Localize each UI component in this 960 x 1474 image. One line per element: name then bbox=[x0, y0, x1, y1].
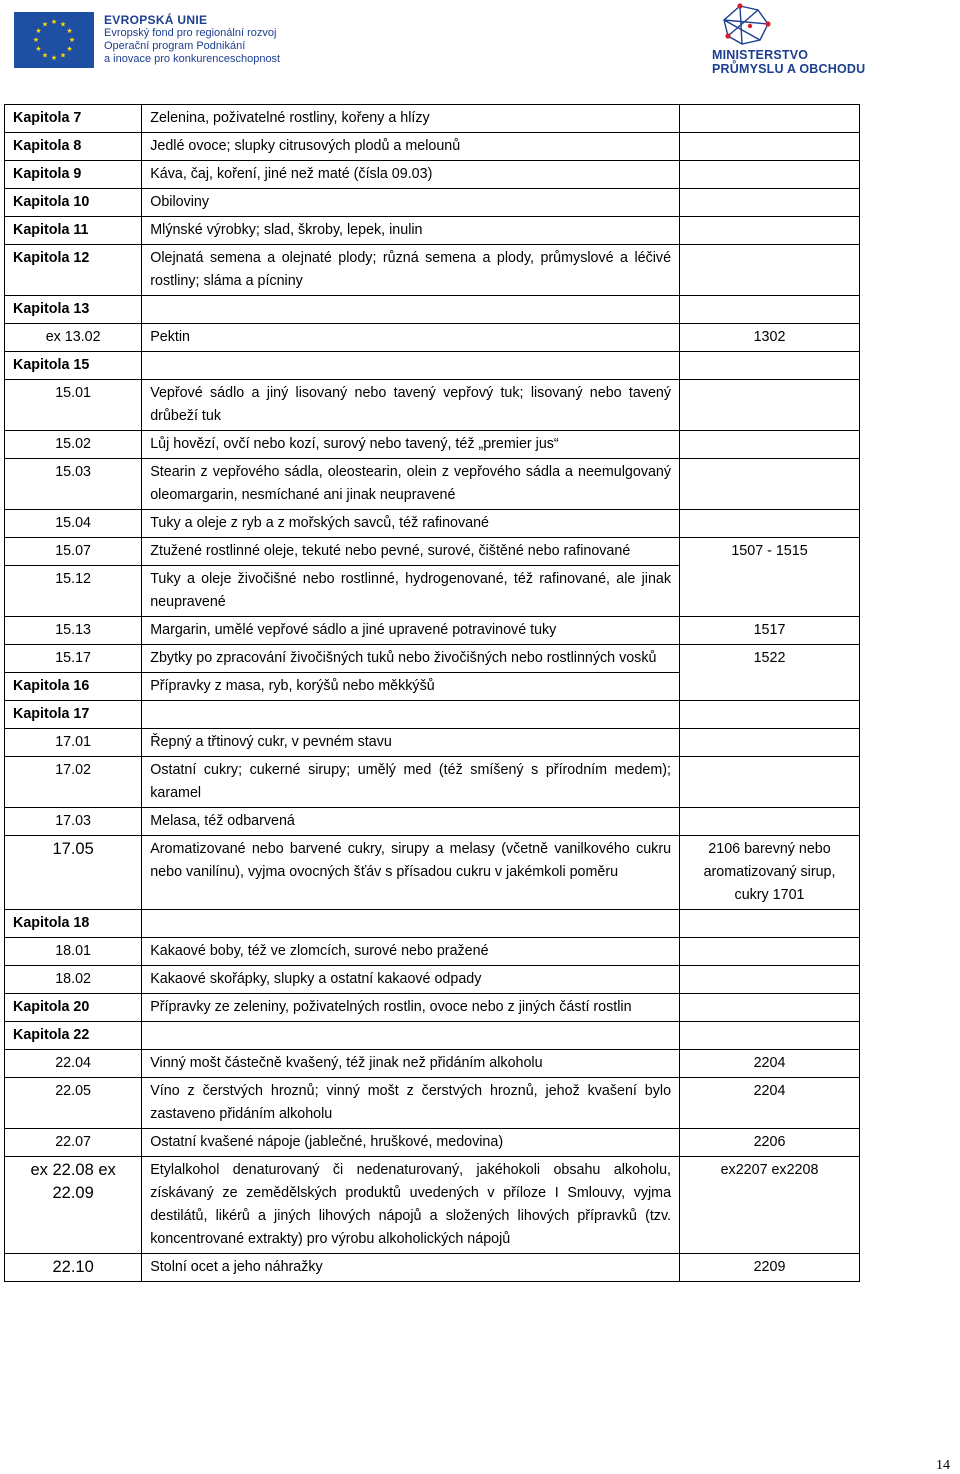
table-row bbox=[5, 1157, 860, 1254]
table-row bbox=[5, 836, 860, 910]
table-row bbox=[5, 757, 860, 808]
item-description: Ostatní kvašené nápoje (jablečné, hruškové, medovina) bbox=[142, 1129, 680, 1157]
item-description: Ostatní cukry; cukerné sirupy; umělý med (též smíšený s přírodním medem); karamel bbox=[142, 757, 680, 808]
item-description: Tuky a oleje z ryb a z mořských savců, též rafinované bbox=[142, 510, 680, 538]
item-description: Mlýnské výrobky; slad, škroby, lepek, inulin bbox=[142, 217, 680, 245]
chapter-code: 17.05 bbox=[5, 836, 142, 910]
chapter-code: Kapitola 13 bbox=[5, 296, 142, 324]
eu-line: Evropský fond pro regionální rozvoj bbox=[104, 27, 277, 39]
chapter-code: ex 13.02 bbox=[5, 324, 142, 352]
item-description bbox=[142, 352, 680, 380]
item-description: Jedlé ovoce; slupky citrusových plodů a melounů bbox=[142, 133, 680, 161]
chapter-code: 17.01 bbox=[5, 729, 142, 757]
table-row bbox=[5, 938, 860, 966]
table-row bbox=[5, 352, 860, 380]
svg-text:★: ★ bbox=[41, 20, 49, 29]
chapter-code: 15.07 bbox=[5, 538, 142, 566]
table-row bbox=[5, 431, 860, 459]
eu-program-text bbox=[104, 14, 280, 66]
tariff-reference bbox=[680, 380, 860, 431]
svg-text:★: ★ bbox=[59, 20, 67, 29]
tariff-reference: 2206 bbox=[680, 1129, 860, 1157]
table-row bbox=[5, 296, 860, 324]
tariff-reference: 1507 - 1515 bbox=[680, 538, 860, 617]
chapter-code: 22.10 bbox=[5, 1254, 142, 1282]
table-row bbox=[5, 133, 860, 161]
table-row bbox=[5, 1050, 860, 1078]
item-description: Obiloviny bbox=[142, 189, 680, 217]
svg-text:★: ★ bbox=[66, 27, 73, 35]
tariff-reference: 2204 bbox=[680, 1050, 860, 1078]
svg-text:★: ★ bbox=[35, 27, 42, 35]
svg-text:★: ★ bbox=[66, 45, 73, 53]
table-row bbox=[5, 105, 860, 133]
tariff-table bbox=[4, 104, 860, 1282]
item-description: Lůj hovězí, ovčí nebo kozí, surový nebo tavený, též „premier jus“ bbox=[142, 431, 680, 459]
chapter-code: Kapitola 22 bbox=[5, 1022, 142, 1050]
tariff-reference bbox=[680, 217, 860, 245]
ministry-line-1: MINISTERSTVO bbox=[712, 48, 809, 62]
chapter-code: Kapitola 20 bbox=[5, 994, 142, 1022]
chapter-code: Kapitola 15 bbox=[5, 352, 142, 380]
tariff-reference bbox=[680, 189, 860, 217]
tariff-reference: ex2207 ex2208 bbox=[680, 1157, 860, 1254]
tariff-reference bbox=[680, 966, 860, 994]
chapter-code: 18.01 bbox=[5, 938, 142, 966]
tariff-reference bbox=[680, 729, 860, 757]
table-row bbox=[5, 538, 860, 566]
chapter-code: 22.04 bbox=[5, 1050, 142, 1078]
table-row bbox=[5, 161, 860, 189]
item-description: Olejnatá semena a olejnaté plody; různá semena a plody, průmyslové a léčivé rostliny; sláma a pícniny bbox=[142, 245, 680, 296]
eu-flag-icon bbox=[14, 12, 94, 68]
page-number: 14 bbox=[936, 1458, 950, 1473]
svg-text:★: ★ bbox=[50, 54, 58, 62]
item-description: Tuky a oleje živočišné nebo rostlinné, hydrogenované, též rafinované, ale jinak neupravené bbox=[142, 566, 680, 617]
chapter-code: Kapitola 11 bbox=[5, 217, 142, 245]
chapter-code: Kapitola 16 bbox=[5, 673, 142, 701]
tariff-reference bbox=[680, 296, 860, 324]
table-row bbox=[5, 617, 860, 645]
chapter-code: Kapitola 12 bbox=[5, 245, 142, 296]
chapter-code: ex 22.08 ex 22.09 bbox=[5, 1157, 142, 1254]
table-row bbox=[5, 380, 860, 431]
item-description bbox=[142, 701, 680, 729]
item-description: Přípravky z masa, ryb, korýšů nebo měkkýšů bbox=[142, 673, 680, 701]
svg-text:★: ★ bbox=[32, 36, 40, 44]
page-header bbox=[0, 0, 960, 90]
tariff-reference bbox=[680, 938, 860, 966]
table-row bbox=[5, 189, 860, 217]
table-row bbox=[5, 217, 860, 245]
eu-line: a inovace pro konkurenceschopnost bbox=[104, 53, 281, 65]
table-row bbox=[5, 459, 860, 510]
item-description: Vepřové sádlo a jiný lisovaný nebo tavený vepřový tuk; lisovaný nebo tavený drůbeží tuk bbox=[142, 380, 680, 431]
tariff-reference bbox=[680, 161, 860, 189]
table-row bbox=[5, 808, 860, 836]
item-description: Zbytky po zpracování živočišných tuků nebo živočišných nebo rostlinných vosků bbox=[142, 645, 680, 673]
tariff-reference bbox=[680, 1022, 860, 1050]
eu-title: EVROPSKÁ UNIE bbox=[104, 13, 208, 27]
chapter-code: 15.17 bbox=[5, 645, 142, 673]
table-row bbox=[5, 510, 860, 538]
item-description: Káva, čaj, koření, jiné než maté (čísla 09.03) bbox=[142, 161, 680, 189]
item-description: Pektin bbox=[142, 324, 680, 352]
table-row bbox=[5, 1022, 860, 1050]
chapter-code: Kapitola 18 bbox=[5, 910, 142, 938]
chapter-code: 22.05 bbox=[5, 1078, 142, 1129]
item-description: Kakaové skořápky, slupky a ostatní kakaové odpady bbox=[142, 966, 680, 994]
tariff-reference bbox=[680, 510, 860, 538]
chapter-code: 22.07 bbox=[5, 1129, 142, 1157]
svg-text:★: ★ bbox=[59, 51, 67, 60]
tariff-reference bbox=[680, 105, 860, 133]
item-description bbox=[142, 1022, 680, 1050]
tariff-reference: 1522 bbox=[680, 645, 860, 701]
chapter-code: Kapitola 9 bbox=[5, 161, 142, 189]
ministry-line-2: PRŮMYSLU A OBCHODU bbox=[712, 62, 866, 76]
tariff-reference bbox=[680, 431, 860, 459]
item-description: Melasa, též odbarvená bbox=[142, 808, 680, 836]
item-description bbox=[142, 296, 680, 324]
chapter-code: Kapitola 10 bbox=[5, 189, 142, 217]
table-row bbox=[5, 729, 860, 757]
item-description: Řepný a třtinový cukr, v pevném stavu bbox=[142, 729, 680, 757]
table-row bbox=[5, 245, 860, 296]
item-description: Ztužené rostlinné oleje, tekuté nebo pevné, surové, čištěné nebo rafinované bbox=[142, 538, 680, 566]
item-description: Zelenina, poživatelné rostliny, kořeny a hlízy bbox=[142, 105, 680, 133]
chapter-code: 18.02 bbox=[5, 966, 142, 994]
chapter-code: 17.02 bbox=[5, 757, 142, 808]
item-description: Stearin z vepřového sádla, oleostearin, olein z vepřového sádla a neemulgovaný oleomargarin, nesmíchané ani jinak neupravené bbox=[142, 459, 680, 510]
tariff-reference bbox=[680, 701, 860, 729]
tariff-reference bbox=[680, 757, 860, 808]
tariff-reference bbox=[680, 133, 860, 161]
table-row bbox=[5, 1129, 860, 1157]
item-description: Přípravky ze zeleniny, poživatelných rostlin, ovoce nebo z jiných částí rostlin bbox=[142, 994, 680, 1022]
table-row bbox=[5, 1254, 860, 1282]
table-row bbox=[5, 910, 860, 938]
chapter-code: 15.13 bbox=[5, 617, 142, 645]
table-row bbox=[5, 1078, 860, 1129]
tariff-reference bbox=[680, 910, 860, 938]
tariff-reference: 2209 bbox=[680, 1254, 860, 1282]
item-description: Vinný mošt částečně kvašený, též jinak než přidáním alkoholu bbox=[142, 1050, 680, 1078]
svg-text:★: ★ bbox=[35, 45, 42, 53]
chapter-code: 15.02 bbox=[5, 431, 142, 459]
chapter-code: Kapitola 17 bbox=[5, 701, 142, 729]
tariff-reference: 1517 bbox=[680, 617, 860, 645]
item-description: Etylalkohol denaturovaný či nedenaturovaný, jakéhokoli obsahu alkoholu, získávaný ze zemědělských produktů uvedených v příloze I Smlouvy, vyjma destilátů, likérů a jiných lihových nápojů a složených lihových přípravků (tzv. koncentrované extrakty) pro výrobu alkoholických nápojů bbox=[142, 1157, 680, 1254]
tariff-reference: 2204 bbox=[680, 1078, 860, 1129]
item-description: Margarin, umělé vepřové sádlo a jiné upravené potravinové tuky bbox=[142, 617, 680, 645]
table-row bbox=[5, 701, 860, 729]
item-description: Stolní ocet a jeho náhražky bbox=[142, 1254, 680, 1282]
chapter-code: 15.03 bbox=[5, 459, 142, 510]
table-row bbox=[5, 324, 860, 352]
item-description: Aromatizované nebo barvené cukry, sirupy a melasy (včetně vanilkového cukru nebo vanilínu), vyjma ovocných šťáv s přísadou cukru v jakémkoli poměru bbox=[142, 836, 680, 910]
tariff-reference bbox=[680, 994, 860, 1022]
table-row bbox=[5, 645, 860, 673]
ministry-name bbox=[712, 48, 882, 76]
chapter-code: Kapitola 8 bbox=[5, 133, 142, 161]
chapter-code: 15.04 bbox=[5, 510, 142, 538]
tariff-reference bbox=[680, 808, 860, 836]
chapter-code: 17.03 bbox=[5, 808, 142, 836]
item-description: Kakaové boby, též ve zlomcích, surové nebo pražené bbox=[142, 938, 680, 966]
item-description: Víno z čerstvých hroznů; vinný mošt z čerstvých hroznů, jehož kvašení bylo zastaveno přidáním alkoholu bbox=[142, 1078, 680, 1129]
tariff-reference bbox=[680, 245, 860, 296]
tariff-reference: 1302 bbox=[680, 324, 860, 352]
svg-text:★: ★ bbox=[41, 51, 49, 60]
table-row bbox=[5, 966, 860, 994]
chapter-code: Kapitola 7 bbox=[5, 105, 142, 133]
chapter-code: 15.01 bbox=[5, 380, 142, 431]
svg-text:★: ★ bbox=[68, 36, 76, 44]
item-description bbox=[142, 910, 680, 938]
tariff-reference bbox=[680, 459, 860, 510]
svg-text:★: ★ bbox=[50, 18, 58, 26]
tariff-reference bbox=[680, 352, 860, 380]
tariff-reference: 2106 barevný nebo aromatizovaný sirup, cukry 1701 bbox=[680, 836, 860, 910]
chapter-code: 15.12 bbox=[5, 566, 142, 617]
eu-line: Operační program Podnikání bbox=[104, 40, 246, 52]
table-row bbox=[5, 994, 860, 1022]
